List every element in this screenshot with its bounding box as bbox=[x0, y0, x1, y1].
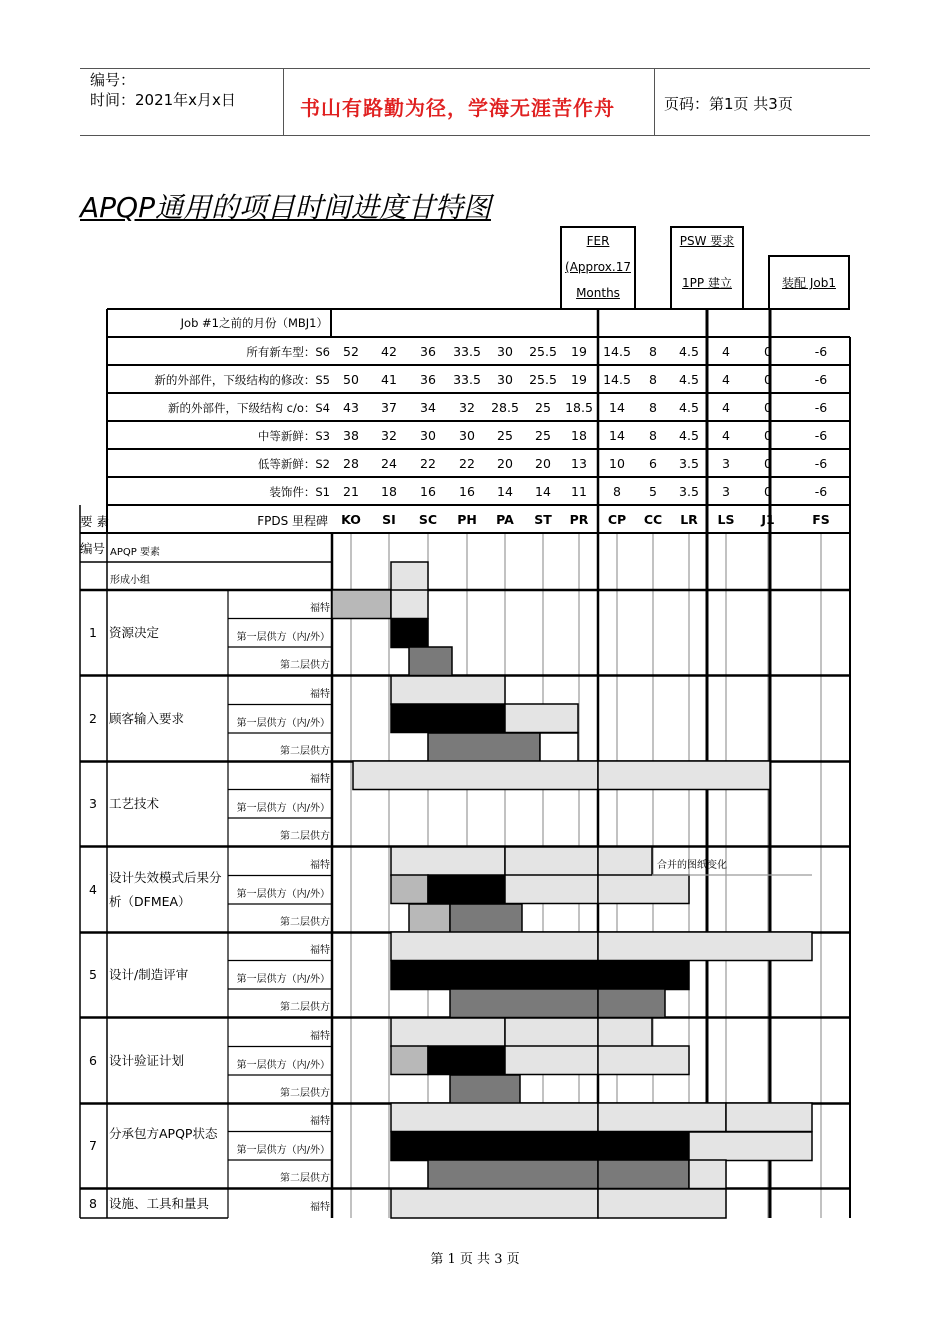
gantt-bar bbox=[391, 1103, 598, 1132]
gantt-bars bbox=[332, 562, 812, 1218]
gantt-bar bbox=[450, 1075, 520, 1104]
timing-value: -6 bbox=[814, 344, 828, 359]
gantt-bar bbox=[540, 733, 578, 762]
gantt-bar bbox=[598, 1132, 689, 1161]
timing-value: 42 bbox=[381, 344, 397, 359]
milestone-code: LS bbox=[717, 512, 735, 527]
timing-value: -6 bbox=[814, 428, 828, 443]
apqp-element-header: APQP 要素 bbox=[110, 547, 160, 558]
fer-approx: (Approx.17 bbox=[565, 260, 631, 274]
element-name: 工艺技术 bbox=[109, 795, 160, 811]
timing-value: 30 bbox=[420, 428, 436, 443]
gantt-bar bbox=[598, 1189, 726, 1218]
timing-value: 20 bbox=[535, 456, 551, 471]
gantt-bar bbox=[598, 989, 665, 1018]
role-label: 福特 bbox=[310, 945, 330, 956]
timing-value: 25.5 bbox=[529, 344, 557, 359]
gantt-bar bbox=[409, 647, 452, 676]
timing-value: 0 bbox=[764, 428, 772, 443]
gantt-bar bbox=[505, 1046, 598, 1075]
role-label: 第二层供方 bbox=[280, 1002, 330, 1013]
timing-value: 20 bbox=[497, 456, 513, 471]
timing-value: 30 bbox=[497, 344, 513, 359]
role-label: 第二层供方 bbox=[280, 917, 330, 928]
timing-value: 25 bbox=[535, 428, 551, 443]
timing-value: 50 bbox=[343, 372, 359, 387]
timing-value: 3 bbox=[722, 484, 730, 499]
timing-value: 4 bbox=[722, 372, 730, 387]
element-index: 6 bbox=[89, 1052, 97, 1068]
gantt-bar bbox=[726, 1103, 812, 1132]
timing-value: 24 bbox=[381, 456, 397, 471]
gantt-bar bbox=[332, 590, 391, 619]
timing-value: 0 bbox=[764, 372, 772, 387]
milestone-code: SC bbox=[418, 512, 438, 527]
element-col-header-a: 要 素 bbox=[80, 514, 109, 529]
gantt-bar bbox=[598, 932, 812, 961]
timing-value: 4.5 bbox=[679, 344, 699, 359]
timing-value: 14 bbox=[609, 428, 625, 443]
timing-value: 8 bbox=[649, 372, 657, 387]
timing-row-label: 所有新车型：S6 bbox=[246, 345, 330, 359]
timing-value: 13 bbox=[571, 456, 587, 471]
milestone-code: PH bbox=[457, 512, 477, 527]
element-name: 顾客输入要求 bbox=[109, 710, 185, 726]
timing-row-label: 低等新鲜：S2 bbox=[257, 457, 330, 471]
gantt-bar bbox=[353, 761, 598, 790]
timing-value: 14 bbox=[497, 484, 513, 499]
timing-value: 18 bbox=[571, 428, 587, 443]
gantt-bar bbox=[598, 761, 770, 790]
timing-value: 4 bbox=[722, 400, 730, 415]
timing-value: 16 bbox=[420, 484, 436, 499]
element-index: 1 bbox=[89, 624, 97, 640]
timing-value: 32 bbox=[459, 400, 475, 415]
role-label: 福特 bbox=[310, 860, 330, 871]
page-label: 页码：第1页 共3页 bbox=[664, 95, 793, 113]
element-index: 7 bbox=[89, 1137, 97, 1153]
gantt-bar bbox=[450, 989, 598, 1018]
role-label: 福特 bbox=[310, 1202, 330, 1213]
role-label: 第一层供方（内/外） bbox=[236, 1059, 330, 1071]
timing-value: 5 bbox=[649, 484, 657, 499]
gantt-bar bbox=[391, 704, 505, 733]
form-team-label: 形成小组 bbox=[110, 575, 150, 586]
gantt-bar bbox=[391, 676, 505, 705]
gantt-bar bbox=[391, 961, 598, 990]
role-label: 第二层供方 bbox=[280, 1088, 330, 1099]
role-label: 第二层供方 bbox=[280, 660, 330, 671]
fer-label: FER bbox=[586, 234, 610, 248]
fer-months: Months bbox=[576, 286, 620, 300]
element-name: 设计失效模式后果分析（DFMEA） bbox=[109, 869, 222, 909]
time-label: 时间：2021年x月x日 bbox=[90, 91, 236, 109]
timing-value: 14.5 bbox=[603, 372, 631, 387]
timing-value: 11 bbox=[571, 484, 587, 499]
role-label: 福特 bbox=[310, 1031, 330, 1042]
element-index: 2 bbox=[89, 710, 97, 726]
timing-row-label: 新的外部件，下级结构的修改：S5 bbox=[154, 373, 330, 387]
timing-value: 6 bbox=[649, 456, 657, 471]
timing-value: 3.5 bbox=[679, 456, 699, 471]
timing-value: 8 bbox=[649, 344, 657, 359]
role-label: 第一层供方（内/外） bbox=[236, 717, 330, 729]
timing-value: 10 bbox=[609, 456, 625, 471]
timing-header-label: Job #1之前的月份（MBJ1） bbox=[180, 316, 328, 330]
number-label: 编号： bbox=[90, 71, 136, 89]
page-footer: 第 1 页 共 3 页 bbox=[430, 1252, 520, 1267]
timing-value: 30 bbox=[459, 428, 475, 443]
milestone-code: PA bbox=[496, 512, 514, 527]
timing-value: 0 bbox=[764, 344, 772, 359]
timing-value: 3.5 bbox=[679, 484, 699, 499]
role-label: 第二层供方 bbox=[280, 746, 330, 757]
milestone-code: LR bbox=[680, 512, 698, 527]
gantt-bar bbox=[428, 1160, 598, 1189]
timing-value: 14 bbox=[609, 400, 625, 415]
timing-row-label: 中等新鲜：S3 bbox=[257, 429, 330, 443]
role-label: 第一层供方（内/外） bbox=[236, 802, 330, 814]
role-label: 福特 bbox=[310, 1116, 330, 1127]
timing-value: 19 bbox=[571, 344, 587, 359]
timing-value: 4.5 bbox=[679, 400, 699, 415]
timing-value: 33.5 bbox=[453, 344, 481, 359]
timing-value: 8 bbox=[613, 484, 621, 499]
timing-value: 22 bbox=[459, 456, 475, 471]
drawing-change-note: 合并的图纸变化 bbox=[657, 860, 727, 871]
timing-value: -6 bbox=[814, 372, 828, 387]
gantt-bar bbox=[598, 847, 652, 876]
gantt-bar bbox=[428, 733, 540, 762]
page-title: APQP通用的项目时间进度甘特图 bbox=[80, 191, 491, 224]
gantt-bar bbox=[598, 1018, 652, 1047]
milestone-code: PR bbox=[569, 512, 589, 527]
timing-value: 16 bbox=[459, 484, 475, 499]
timing-value: 25 bbox=[535, 400, 551, 415]
timing-value: 36 bbox=[420, 344, 436, 359]
timing-value: 4.5 bbox=[679, 372, 699, 387]
timing-value: 25.5 bbox=[529, 372, 557, 387]
timing-value: 18 bbox=[381, 484, 397, 499]
role-label: 第一层供方（内/外） bbox=[236, 1144, 330, 1156]
timing-value: 8 bbox=[649, 400, 657, 415]
role-label: 第一层供方（内/外） bbox=[236, 973, 330, 985]
motto: 书山有路勤为径，学海无涯苦作舟 bbox=[300, 96, 615, 120]
element-col-header-b: 编号 bbox=[80, 541, 106, 556]
timing-value: 30 bbox=[497, 372, 513, 387]
timing-value: 3 bbox=[722, 456, 730, 471]
milestone-code: CP bbox=[607, 512, 627, 527]
timing-value: 0 bbox=[764, 400, 772, 415]
element-index: 3 bbox=[89, 795, 97, 811]
element-index: 5 bbox=[89, 966, 97, 982]
element-name: 资源决定 bbox=[109, 624, 160, 640]
timing-value: 37 bbox=[381, 400, 397, 415]
gantt-bar bbox=[409, 904, 450, 933]
milestone-code: CC bbox=[643, 512, 663, 527]
element-name: 设施、工具和量具 bbox=[109, 1195, 210, 1211]
gantt-bar bbox=[689, 1132, 812, 1161]
element-name: 分承包方APQP状态 bbox=[109, 1125, 218, 1141]
timing-value: 32 bbox=[381, 428, 397, 443]
element-index: 4 bbox=[89, 881, 97, 897]
role-label: 福特 bbox=[310, 689, 330, 700]
gantt-bar bbox=[391, 1132, 598, 1161]
gantt-bar bbox=[428, 1046, 505, 1075]
timing-value: -6 bbox=[814, 456, 828, 471]
timing-value: 22 bbox=[420, 456, 436, 471]
element-name: 设计验证计划 bbox=[109, 1052, 185, 1068]
gantt-bar bbox=[428, 875, 505, 904]
timing-value: 34 bbox=[420, 400, 436, 415]
role-label: 福特 bbox=[310, 603, 330, 614]
psw-label: PSW 要求 bbox=[679, 234, 735, 248]
milestone-code: SI bbox=[382, 512, 396, 527]
ppap-label: 1PP 建立 bbox=[682, 276, 732, 290]
timing-value: 41 bbox=[381, 372, 397, 387]
gantt-bar bbox=[391, 875, 428, 904]
timing-value: -6 bbox=[814, 400, 828, 415]
timing-value: 28 bbox=[343, 456, 359, 471]
gantt-bar bbox=[598, 1046, 689, 1075]
job1-label: 装配 Job1 bbox=[782, 276, 836, 290]
role-label: 第一层供方（内/外） bbox=[236, 631, 330, 643]
timing-value: 0 bbox=[764, 456, 772, 471]
element-index: 8 bbox=[89, 1195, 97, 1211]
gantt-bar bbox=[391, 847, 505, 876]
timing-value: 25 bbox=[497, 428, 513, 443]
gantt-bar bbox=[391, 619, 428, 648]
milestone-code: ST bbox=[534, 512, 552, 527]
gantt-bar bbox=[391, 1046, 428, 1075]
timing-value: 4 bbox=[722, 344, 730, 359]
gantt-bar bbox=[391, 562, 428, 591]
timing-row-label: 装饰件：S1 bbox=[269, 485, 330, 499]
gantt-bar bbox=[450, 904, 522, 933]
gantt-bar bbox=[391, 932, 598, 961]
gantt-bar bbox=[598, 1103, 726, 1132]
milestone-code: FS bbox=[812, 512, 830, 527]
milestone-code: KO bbox=[341, 512, 361, 527]
fpds-label: FPDS 里程碑 bbox=[257, 514, 328, 528]
element-name: 设计/制造评审 bbox=[109, 966, 189, 982]
role-label: 福特 bbox=[310, 774, 330, 785]
gantt-bar bbox=[505, 875, 598, 904]
timing-value: 52 bbox=[343, 344, 359, 359]
timing-value: 36 bbox=[420, 372, 436, 387]
gantt-bar bbox=[505, 1018, 598, 1047]
timing-value: -6 bbox=[814, 484, 828, 499]
gantt-bar bbox=[391, 590, 428, 619]
timing-value: 0 bbox=[764, 484, 772, 499]
timing-row-label: 新的外部件，下级结构 c/o：S4 bbox=[167, 401, 330, 415]
gantt-bar bbox=[505, 704, 578, 733]
timing-value: 14.5 bbox=[603, 344, 631, 359]
timing-value: 21 bbox=[343, 484, 359, 499]
gantt-bar bbox=[391, 1018, 505, 1047]
timing-value: 4.5 bbox=[679, 428, 699, 443]
timing-value: 4 bbox=[722, 428, 730, 443]
gantt-bar bbox=[598, 1160, 689, 1189]
role-label: 第二层供方 bbox=[280, 831, 330, 842]
timing-value: 33.5 bbox=[453, 372, 481, 387]
timing-value: 28.5 bbox=[491, 400, 519, 415]
timing-value: 19 bbox=[571, 372, 587, 387]
timing-value: 18.5 bbox=[565, 400, 593, 415]
role-label: 第二层供方 bbox=[280, 1173, 330, 1184]
milestone-code: J1 bbox=[761, 512, 775, 527]
timing-value: 38 bbox=[343, 428, 359, 443]
gantt-bar bbox=[598, 875, 689, 904]
timing-value: 14 bbox=[535, 484, 551, 499]
gantt-bar bbox=[689, 1160, 726, 1189]
timing-value: 8 bbox=[649, 428, 657, 443]
timing-value: 43 bbox=[343, 400, 359, 415]
gantt-bar bbox=[391, 1189, 598, 1218]
role-label: 第一层供方（内/外） bbox=[236, 888, 330, 900]
gantt-bar bbox=[598, 961, 689, 990]
gantt-bar bbox=[505, 847, 598, 876]
